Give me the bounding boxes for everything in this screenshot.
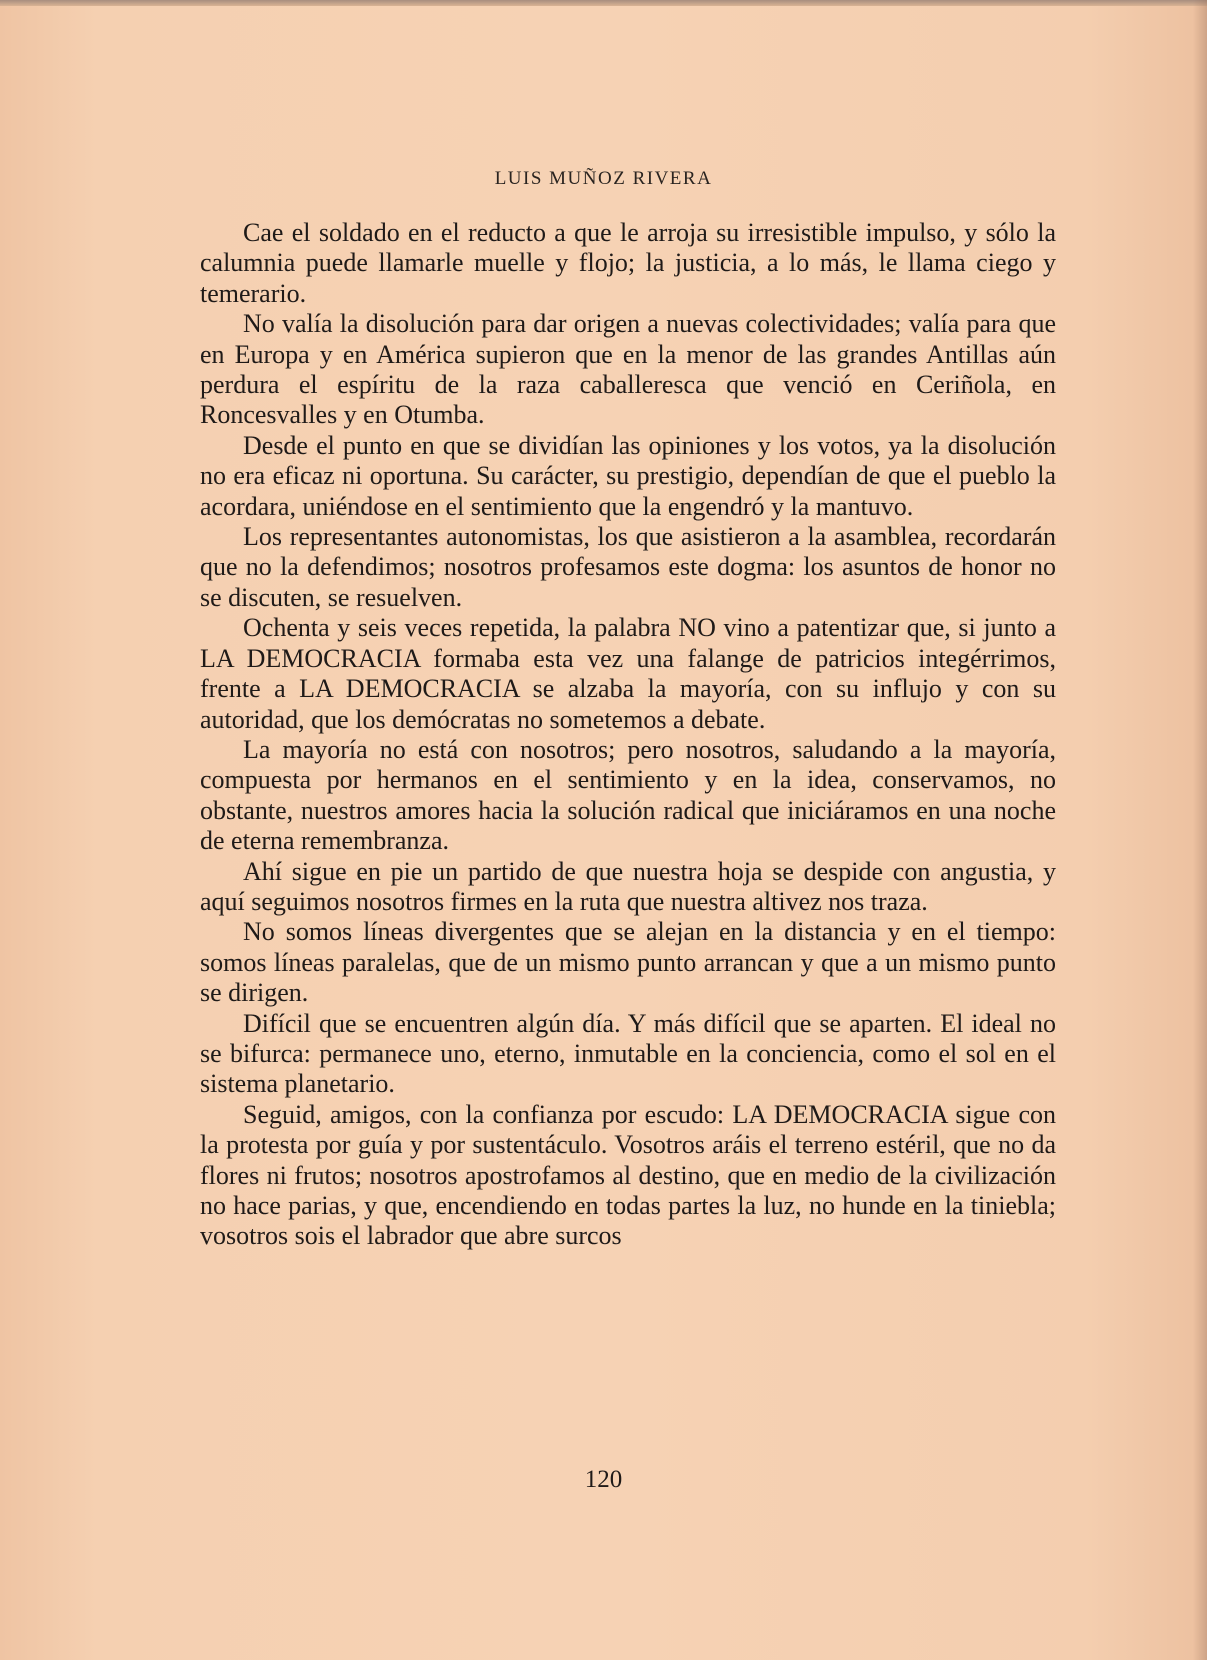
paragraph: No valía la disolución para dar origen a nuevas colectividades; valía para que en Europa y en América supieron que en la menor de las grandes Antillas aún perdura el espíritu de la raza caballeresca que venció en Ceriñola, en Roncesvalles y en Otumba. [200, 309, 1056, 430]
paragraph: Ahí sigue en pie un partido de que nuestra hoja se despide con angustia, y aquí seguimos nosotros firmes en la ruta que nuestra altivez nos traza. [200, 856, 1056, 916]
paragraph: Ochenta y seis veces repetida, la palabra NO vino a patentizar que, si junto a LA DEMOCRACIA formaba esta vez una falange de patricios integérrimos, frente a LA DEMOCRACIA se alzaba la mayoría, con su influjo y con su autoridad, que los demócratas no sometemos a debate. [200, 613, 1056, 734]
paragraph: Seguid, amigos, con la confianza por escudo: LA DEMOCRACIA sigue con la protesta por guía y por sustentáculo. Vosotros aráis el terreno estéril, que no da flores ni frutos; nosotros apostrofamos al destino, que en medio de la civilización no hace parias, y que, encendiendo en todas partes la luz, no hunde en la tiniebla; vosotros sois el labrador que abre surcos [200, 1099, 1056, 1251]
body-text [200, 218, 1056, 1252]
page-number: 120 [584, 1466, 623, 1493]
paragraph: La mayoría no está con nosotros; pero nosotros, saludando a la mayoría, compuesta por hermanos en el sentimiento y en la idea, conservamos, no obstante, nuestros amores hacia la solución radical que iniciáramos en una noche de eterna remembranza. [200, 734, 1056, 856]
paragraph: Desde el punto en que se dividían las opiniones y los votos, ya la disolución no era eficaz ni oportuna. Su carácter, su prestigio, dependían de que el pueblo la acordara, uniéndose en el sentimiento que la engendró y la mantuvo. [200, 430, 1056, 521]
page-right-fold [1193, 0, 1207, 1660]
paragraph: Los representantes autonomistas, los que asistieron a la asamblea, recordarán que no la defendimos; nosotros profesamos este dogma: los asuntos de honor no se discuten, se resuelven. [200, 522, 1056, 612]
page-top-edge [0, 0, 1207, 6]
paragraph: Cae el soldado en el reducto a que le arroja su irresistible impulso, y sólo la calumnia puede llamarle muelle y flojo; la justicia, a lo más, le llama ciego y temerario. [200, 218, 1056, 308]
running-header: LUIS MUÑOZ RIVERA [494, 168, 713, 189]
paragraph: Difícil que se encuentren algún día. Y más difícil que se aparten. El ideal no se bifurca: permanece uno, eterno, inmutable en la conciencia, como el sol en el sistema planetario. [200, 1008, 1056, 1099]
paragraph: No somos líneas divergentes que se alejan en la distancia y en el tiempo: somos líneas paralelas, que de un mismo punto arrancan y que a un mismo punto se dirigen. [200, 917, 1056, 1008]
